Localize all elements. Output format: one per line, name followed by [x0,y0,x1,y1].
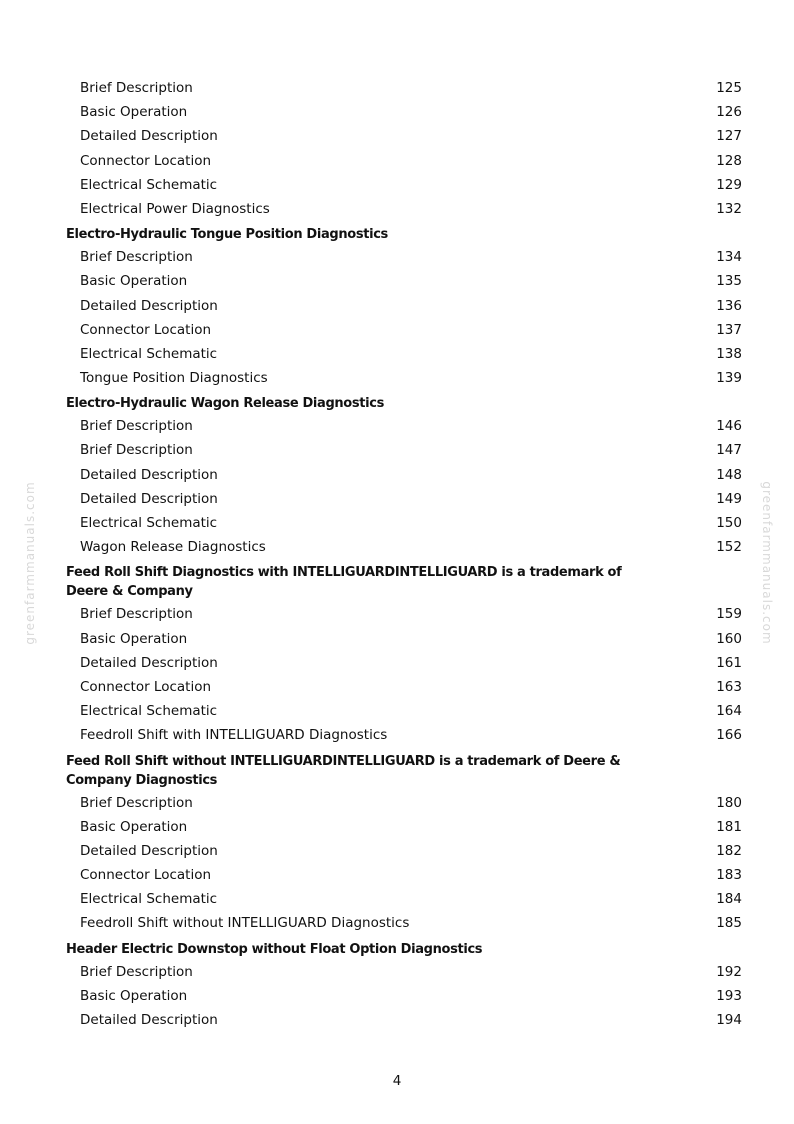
toc-entry[interactable] [0,839,794,863]
toc-entry-label: Connector Location [80,321,212,338]
toc-entry-page: 127 [716,128,742,145]
toc-entry[interactable] [0,342,794,366]
toc-entry[interactable] [0,124,794,148]
toc-entry-page: 194 [716,1012,742,1028]
table-of-contents [0,76,794,1032]
toc-entry-label: Electrical Schematic [80,176,218,193]
toc-entry[interactable] [0,294,794,318]
toc-entry-label: Detailed Description [80,654,218,671]
toc-entry[interactable] [0,791,794,815]
toc-entry-label: Electrical Schematic [80,891,218,908]
toc-entry-page: 135 [716,273,742,290]
toc-entry-label: Detailed Description [80,128,218,145]
toc-entry-label: Wagon Release Diagnostics [80,539,266,556]
toc-entry[interactable] [0,960,794,984]
toc-entry-page: 134 [716,249,742,266]
toc-entry-page: 125 [716,80,742,96]
toc-entry-page: 147 [716,442,742,459]
toc-entry-label: Connector Location [80,678,212,695]
toc-entry-page: 146 [716,418,742,435]
toc-entry-label: Detailed Description [80,466,218,483]
toc-entry[interactable] [0,76,794,100]
toc-entry[interactable] [0,149,794,173]
toc-entry-page: 164 [716,703,742,720]
toc-entry[interactable] [0,535,794,559]
toc-entry-label: Brief Description [80,249,193,266]
toc-section-heading[interactable]: Electro-Hydraulic Wagon Release Diagnostics [66,396,384,412]
toc-entry-page: 185 [716,915,742,932]
toc-entry[interactable] [0,627,794,651]
toc-entry-label: Connector Location [80,152,212,169]
toc-entry-page: 149 [716,490,742,507]
toc-entry-label: Detailed Description [80,1012,218,1028]
toc-section-heading[interactable]: Electro-Hydraulic Tongue Position Diagnostics [66,227,388,243]
toc-entry-page: 160 [716,630,742,647]
toc-entry-label: Brief Description [80,418,193,435]
toc-entry[interactable] [0,269,794,293]
toc-entry[interactable] [0,815,794,839]
toc-entry-label: Detailed Description [80,297,218,314]
toc-entry-page: 181 [716,818,742,835]
watermark-right: greenfarmmanuals.com [760,481,774,645]
toc-entry[interactable] [0,366,794,390]
toc-entry-label: Basic Operation [80,818,188,835]
toc-entry-page: 128 [716,152,742,169]
toc-entry-label: Feedroll Shift without INTELLIGUARD Diagnostics [80,915,410,932]
toc-entry-label: Basic Operation [80,630,188,647]
toc-entry-page: 166 [716,727,742,744]
toc-entry-page: 139 [716,370,742,387]
toc-entry-page: 138 [716,345,742,362]
watermark-left: greenfarmmanuals.com [23,481,37,645]
toc-entry-page: 132 [716,200,742,217]
toc-entry[interactable] [0,414,794,438]
toc-entry-label: Brief Description [80,963,193,980]
toc-entry-page: 126 [716,104,742,121]
toc-entry[interactable] [0,863,794,887]
toc-entry-label: Electrical Schematic [80,703,218,720]
page-number: 4 [392,1073,402,1089]
toc-entry-page: 152 [716,539,742,556]
toc-section-heading[interactable]: Feed Roll Shift without INTELLIGUARDINTELLIGUARD is a trademark of Deere & Company Diagnostics [66,753,621,788]
toc-entry[interactable] [0,1008,794,1032]
toc-section-heading[interactable]: Feed Roll Shift Diagnostics with INTELLIGUARDINTELLIGUARD is a trademark of Deere & Company [66,565,622,600]
toc-entry-label: Feedroll Shift with INTELLIGUARD Diagnostics [80,727,388,744]
toc-entry-page: 148 [716,466,742,483]
toc-entry-page: 159 [716,606,742,623]
toc-entry-page: 129 [716,176,742,193]
toc-entry[interactable] [0,984,794,1008]
toc-entry-page: 180 [716,794,742,811]
toc-entry[interactable] [0,197,794,221]
toc-entry-label: Basic Operation [80,273,188,290]
toc-entry-page: 161 [716,654,742,671]
toc-entry-label: Brief Description [80,80,193,96]
toc-entry-label: Brief Description [80,606,193,623]
toc-entry-label: Tongue Position Diagnostics [80,370,268,387]
toc-section-heading[interactable]: Header Electric Downstop without Float Option Diagnostics [66,941,483,957]
toc-entry-label: Electrical Power Diagnostics [80,200,270,217]
toc-entry[interactable] [0,318,794,342]
toc-entry[interactable] [0,100,794,124]
toc-entry-label: Electrical Schematic [80,345,218,362]
toc-entry-label: Detailed Description [80,842,218,859]
toc-entry-page: 193 [716,987,742,1004]
toc-entry[interactable] [0,173,794,197]
toc-entry[interactable] [0,887,794,911]
toc-entry[interactable] [0,245,794,269]
toc-entry-page: 182 [716,842,742,859]
toc-entry[interactable] [0,487,794,511]
toc-entry-label: Brief Description [80,794,193,811]
toc-entry-page: 184 [716,891,742,908]
toc-entry-label: Connector Location [80,867,212,884]
toc-entry-page: 192 [716,963,742,980]
toc-entry[interactable] [0,699,794,723]
toc-entry[interactable] [0,911,794,935]
toc-entry-page: 183 [716,867,742,884]
toc-entry[interactable] [0,511,794,535]
toc-entry[interactable] [0,651,794,675]
toc-entry[interactable] [0,723,794,747]
toc-entry-page: 163 [716,678,742,695]
toc-entry-page: 136 [716,297,742,314]
toc-entry-label: Brief Description [80,442,193,459]
toc-entry[interactable] [0,463,794,487]
toc-entry[interactable] [0,675,794,699]
toc-entry[interactable] [0,438,794,462]
toc-entry-label: Detailed Description [80,490,218,507]
toc-entry-label: Basic Operation [80,987,188,1004]
toc-entry-label: Electrical Schematic [80,515,218,531]
toc-entry[interactable] [0,602,794,626]
toc-entry-label: Basic Operation [80,104,188,121]
toc-entry-page: 137 [716,321,742,338]
toc-entry-page: 150 [716,515,742,531]
